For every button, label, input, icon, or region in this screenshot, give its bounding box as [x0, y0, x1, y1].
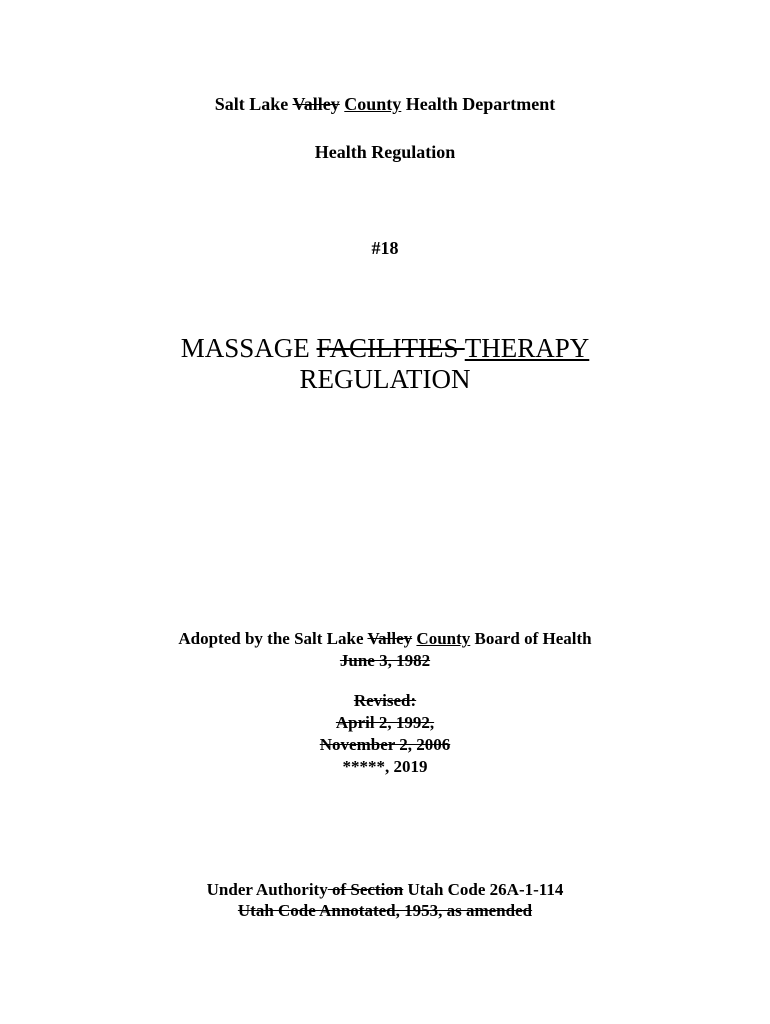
- title-word-massage: MASSAGE: [180, 333, 310, 363]
- document-type: Health Regulation: [314, 142, 456, 162]
- adopted-prefix: Adopted by the Salt Lake: [178, 629, 364, 648]
- authority-struck-text: of Section: [327, 880, 404, 899]
- agency-inserted-text: County: [344, 94, 402, 114]
- regulation-number: #18: [371, 238, 399, 258]
- revision-date-3: *****, 2019: [342, 757, 428, 776]
- agency-struck-text: Valley: [292, 94, 340, 114]
- adopted-struck-text: Valley: [367, 629, 413, 648]
- authority-suffix: Utah Code 26A-1-114: [403, 880, 564, 899]
- adoption-date-struck: June 3, 1982: [339, 651, 431, 670]
- authority-citation: [0, 880, 770, 900]
- authority-line-2-struck: Utah Code Annotated, 1953, as amended: [237, 901, 533, 920]
- revised-label-struck: Revised:: [353, 691, 417, 710]
- revision-date-2-struck: November 2, 2006: [319, 735, 451, 754]
- revision-date-1-struck: April 2, 1992,: [335, 713, 435, 732]
- agency-prefix: Salt Lake: [214, 94, 289, 114]
- agency-suffix: Health Department: [405, 94, 556, 114]
- revision-date-1: [0, 713, 770, 733]
- authority-line-2: [0, 901, 770, 921]
- title-inserted-text: THERAPY: [464, 333, 590, 363]
- authority-prefix: Under Authority: [206, 880, 328, 899]
- adopted-inserted-text: County: [416, 629, 471, 648]
- agency-name: [0, 94, 770, 115]
- title-line-2: REGULATION: [299, 364, 471, 394]
- title-line-1: [0, 333, 770, 364]
- adopted-suffix: Board of Health: [474, 629, 592, 648]
- title-struck-text: FACILITIES: [316, 333, 465, 363]
- adopted-by: [0, 629, 770, 649]
- revision-date-2: [0, 735, 770, 755]
- revised-label: [0, 691, 770, 711]
- adoption-date: [0, 651, 770, 671]
